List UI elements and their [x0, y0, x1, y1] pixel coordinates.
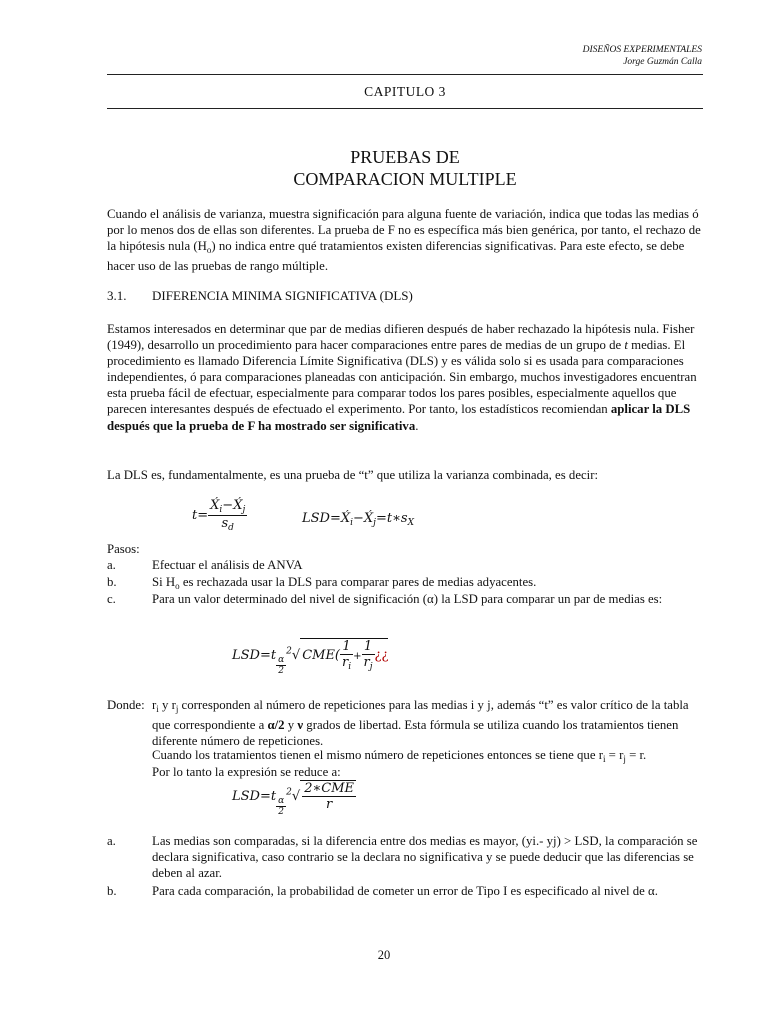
formula-t-numerator [208, 498, 247, 516]
dls-text-a: Estamos interesados en determinar que par de medias difieren después de haber rechazado la hipótesis nula. Fisher (1949), desarrollo un procedimiento para hacer comparaciones entre pares de medias de un grupo de [107, 322, 695, 353]
f3-two: 2 [278, 666, 284, 676]
f3-r-j: r [363, 655, 370, 670]
note-a-text: Las medias son comparadas, si la diferencia entre dos medias es mayor, (yi.- yj) > LSD, la comparación se declara significativa, caso contrario se la declara no significativa y se puede deducir que las diferencias se deben al azar. [152, 834, 698, 880]
chapter-label: CAPITULO 3 [364, 84, 446, 99]
dls-italic-t: t [624, 338, 628, 353]
formula-t-statistic [192, 498, 247, 533]
formula-lsd-unequal [232, 638, 388, 676]
header-author: Jorge Guzmán Calla [623, 57, 702, 67]
donde-alpha-half: α/2 [267, 718, 285, 733]
f3-rj [362, 655, 375, 672]
radical-icon: √ [291, 648, 301, 663]
equal-reps-end: = r. [625, 748, 647, 762]
page-number: 20 [377, 948, 391, 962]
formula-t-fraction [208, 498, 247, 533]
section-title: DIFERENCIA MINIMA SIGNIFICATIVA (DLS) [152, 288, 413, 303]
step-b-text2: es rechazada usar la DLS para comparar pares de medias adyacentes. [179, 575, 537, 589]
step-a-marker: a. [107, 558, 116, 572]
formula-lsd-equal [232, 780, 356, 817]
lsd-def-part1: LSD=X́ [302, 511, 351, 526]
step-b-text1: Si H [152, 575, 176, 589]
minus-sign: − [222, 498, 234, 513]
f4-lhs: LSD=t [232, 789, 277, 804]
reduce-text: Por lo tanto la expresión se reduce a: [152, 765, 341, 779]
equal-reps-a: Cuando los tratamientos tienen el mismo número de repeticiones entonces se tiene que r [152, 748, 603, 762]
note-b-marker: b. [107, 884, 117, 898]
f4-fraction [302, 781, 356, 812]
chapter-title [107, 146, 703, 190]
f4-radicand [300, 780, 356, 812]
equal-reps-sub-j: j [623, 754, 626, 764]
donde-text-e: grados de libertad. Esta fórmula se utiliza cuando los tratamientos tienen diferente número de repeticiones. [152, 718, 679, 749]
step-c-marker: c. [107, 592, 116, 606]
donde-label: Donde: [107, 698, 145, 712]
donde-r: r [152, 698, 157, 712]
f4-root-index: 2 [286, 787, 292, 798]
lsd-def-part3: =t∗s [375, 511, 408, 526]
formula-t-denominator [208, 516, 247, 533]
header-rule-bottom [107, 108, 703, 109]
f4-alpha: α [278, 796, 285, 806]
steps-label: Pasos: [107, 542, 140, 556]
dls-paragraph [107, 321, 703, 434]
f3-frac-i [340, 639, 353, 672]
lsd-def-sub3: X [407, 518, 414, 528]
f4-two: 2 [278, 807, 284, 817]
f3-cme: CME( [302, 648, 341, 663]
dls-text-b: medias. El procedimiento es llamado Diferencia Límite Significativa (DLS) y es válida solo si es usada para comparaciones independientes, ó para comparaciones planeadas con anticipación. Sin embargo, muchos investigadores encuentran esta prueba fácil de efectuar, especialmente para comparar todos los pares posibles, especialmente aquellos que parecen interesantes después de efectuado el experimento. Por tanto, los estadísticos recomiendan [107, 338, 697, 417]
donde-y: y [284, 718, 298, 733]
lsd-def-part2: −X́ [353, 511, 374, 526]
header-book-title: DISEÑOS EXPERIMENTALES [582, 45, 702, 55]
equal-reps-sub-i: i [602, 754, 606, 764]
equal-reps-mid: = r [605, 748, 624, 762]
f4-denominator: r [326, 797, 333, 812]
note-a-marker: a. [107, 834, 116, 848]
xbar-i: X́ [210, 498, 220, 513]
intro-subscript: o [206, 245, 212, 256]
step-c-text: Para un valor determinado del nivel de significación (α) la LSD para comparar un par de medias es: [152, 592, 663, 606]
donde-text-c: corresponden al número de repeticiones para las medias i y j, además “t” es valor crítico de la tabla que correspondiente a [152, 698, 689, 733]
running-header [583, 44, 702, 68]
chapter-title-line2: COMPARACION MULTIPLE [293, 169, 517, 189]
donde-text [152, 697, 703, 749]
formula-t-lhs: t= [192, 508, 209, 523]
f3-ri [340, 655, 353, 672]
sub-j: j [242, 505, 246, 515]
radical-icon: √ [291, 789, 301, 804]
f3-alpha-fraction [276, 655, 286, 676]
lsd-def-sub1: i [350, 518, 353, 528]
f3-lhs: LSD=t [232, 648, 277, 663]
f3-radicand [300, 638, 388, 672]
t-test-paragraph: La DLS es, fundamentalmente, es una prueba de “t” que utiliza la varianza combinada, es decir: [107, 468, 599, 482]
f3-sub-i: i [348, 662, 352, 672]
f3-r-i: r [342, 655, 349, 670]
f4-alpha-fraction [276, 796, 286, 817]
f3-broken-glyphs: ¿¿ [374, 648, 389, 663]
note-b-text: Para cada comparación, la probabilidad de cometer un error de Tipo I es especificado al nivel de α. [152, 884, 658, 898]
sub-d: d [228, 523, 234, 533]
sub-i: i [219, 505, 223, 515]
intro-paragraph [107, 206, 703, 274]
intro-text-b: ) no indica entre qué tratamientos existen diferencias significativas. Para este efecto, se debe hacer uso de las pruebas de rango múltiple. [107, 239, 685, 274]
donde-y-r: y r [158, 698, 176, 712]
f3-plus: + [353, 651, 362, 662]
f3-one-b: 1 [362, 639, 375, 655]
f3-alpha: α [278, 655, 285, 665]
f3-one-a: 1 [340, 639, 353, 655]
f3-frac-j [362, 639, 375, 672]
intro-text-a: Cuando el análisis de varianza, muestra significación para alguna fuente de variación, indica que todas las medias ó por lo menos dos de ellas son diferentes. La prueba de F no es específica más bien genérica, por tanto, el rechazo de la hipótesis nula (H [107, 207, 701, 254]
f4-numerator: 2∗CME [304, 781, 355, 796]
header-rule-top [107, 74, 703, 75]
dls-text-end: . [415, 418, 419, 433]
xbar-j: X́ [233, 498, 243, 513]
formula-lsd-definition [302, 511, 414, 528]
step-b-subscript: o [175, 581, 180, 591]
f3-root-index: 2 [286, 646, 292, 657]
donde-sub-j: j [175, 704, 179, 714]
donde-sub-i: i [156, 704, 159, 714]
dls-bold-recommendation: aplicar la DLS después que la prueba de F ha mostrado ser significativa [107, 402, 691, 433]
f3-sub-j: j [369, 662, 373, 672]
chapter-title-line1: PRUEBAS DE [350, 147, 460, 167]
donde-nu: ν [297, 718, 304, 733]
lsd-def-sub2: j [373, 518, 376, 528]
step-a-text: Efectuar el análisis de ANVA [152, 558, 303, 572]
s-d: s [221, 516, 229, 531]
step-b-marker: b. [107, 575, 117, 589]
section-number: 3.1. [107, 288, 127, 303]
section-heading [107, 288, 413, 304]
